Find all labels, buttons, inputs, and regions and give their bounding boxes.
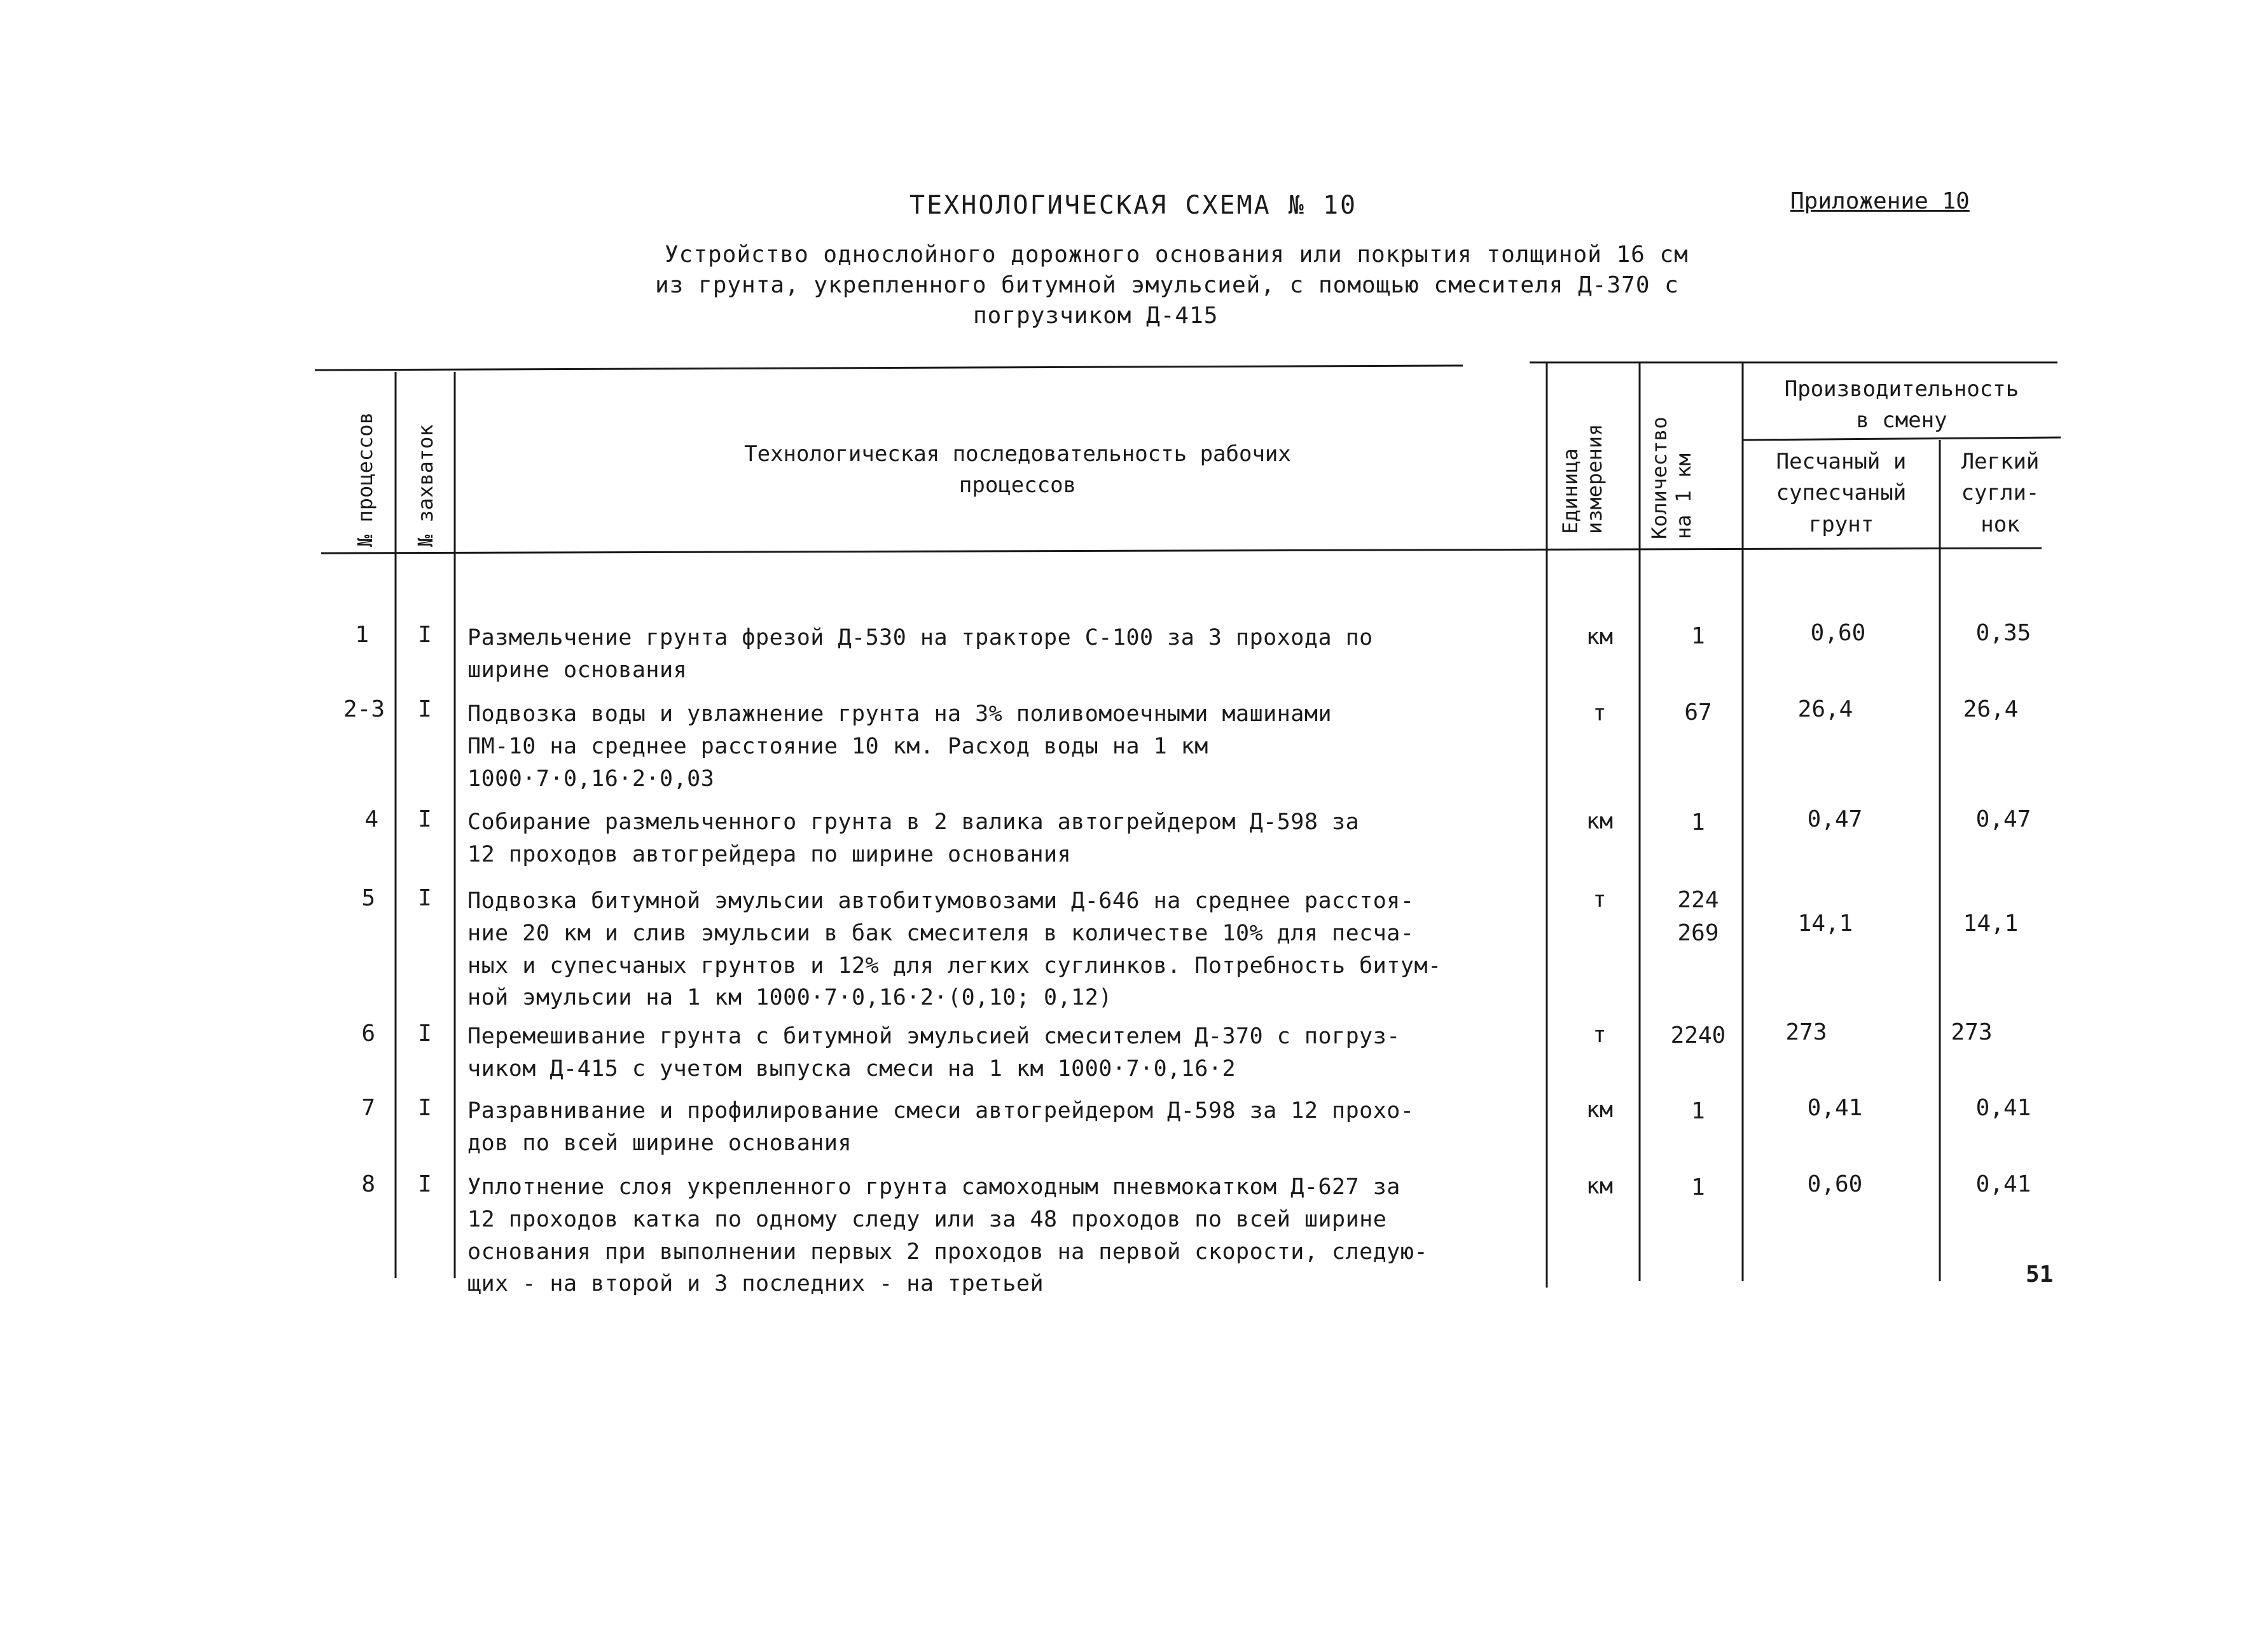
quantity-cell: 1 bbox=[1691, 809, 1705, 835]
header-unit: Единица измерения bbox=[1558, 423, 1607, 534]
header-process-no: № процессов bbox=[353, 412, 377, 547]
quantity-cell: 1 bbox=[1691, 623, 1705, 649]
loam-productivity: 26,4 bbox=[1963, 696, 2019, 722]
unit-cell: т bbox=[1593, 701, 1607, 726]
process-description: Разравнивание и профилирование смеси автогрейдером Д-598 за 12 прохо- дов по всей ширине основания bbox=[467, 1098, 1414, 1156]
unit-cell: км bbox=[1586, 1097, 1614, 1123]
shift-number: I bbox=[418, 622, 432, 648]
sandy-productivity: 273 bbox=[1785, 1019, 1827, 1045]
header-quantity: Количество на 1 км bbox=[1647, 416, 1696, 539]
shift-number: I bbox=[418, 1021, 432, 1047]
header-light-loam: Легкий сугли- нок bbox=[1961, 449, 2040, 537]
header-productivity: Производительность в смену bbox=[1784, 376, 2019, 434]
unit-cell: т bbox=[1593, 887, 1607, 912]
shift-number: I bbox=[418, 696, 432, 722]
subtitle-line: из грунта, укрепленного битумной эмульсией, с помощью смесителя Д-370 с bbox=[655, 272, 1679, 298]
page-title: ТЕХНОЛОГИЧЕСКАЯ СХЕМА № 10 bbox=[909, 191, 1358, 220]
loam-productivity: 0,41 bbox=[1975, 1095, 2031, 1121]
process-number: 5 bbox=[361, 885, 375, 911]
sandy-productivity: 26,4 bbox=[1797, 696, 1853, 722]
unit-cell: км bbox=[1586, 1174, 1614, 1199]
shift-number: I bbox=[418, 1171, 432, 1197]
shift-number: I bbox=[418, 885, 432, 911]
sandy-productivity: 0,47 bbox=[1807, 806, 1863, 832]
header-sequence: Технологическая последовательность рабочих процессов bbox=[744, 441, 1291, 498]
sandy-productivity: 0,60 bbox=[1810, 620, 1866, 646]
loam-productivity: 0,41 bbox=[1975, 1171, 2031, 1197]
process-number: 2-3 bbox=[343, 696, 385, 722]
unit-cell: км bbox=[1586, 809, 1614, 834]
process-number: 4 bbox=[364, 806, 378, 832]
quantity-cell: 224 269 bbox=[1677, 887, 1719, 947]
quantity-cell: 1 bbox=[1691, 1098, 1705, 1124]
loam-productivity: 0,47 bbox=[1975, 806, 2031, 832]
quantity-cell: 2240 bbox=[1670, 1022, 1726, 1048]
shift-number: I bbox=[418, 806, 432, 832]
subtitle-line: Устройство однослойного дорожного основания или покрытия толщиной 16 см bbox=[665, 242, 1689, 268]
process-description: Размельчение грунта фрезой Д-530 на тракторе С-100 за 3 прохода по ширине основания bbox=[467, 625, 1373, 683]
page-number: 51 bbox=[2026, 1261, 2054, 1288]
process-description: Перемешивание грунта с битумной эмульсией смесителем Д-370 с погруз- чиком Д-415 с учетом выпуска смеси на 1 км 1000·7·0,16·2 bbox=[467, 1024, 1400, 1082]
unit-cell: км bbox=[1586, 624, 1614, 650]
sandy-productivity: 0,60 bbox=[1807, 1171, 1863, 1197]
process-number: 8 bbox=[361, 1171, 375, 1197]
sandy-productivity: 14,1 bbox=[1797, 911, 1853, 937]
subtitle-line: погрузчиком Д-415 bbox=[973, 303, 1219, 329]
process-description: Уплотнение слоя укрепленного грунта самоходным пневмокатком Д-627 за 12 проходов катка по одному следу или за 48 проходов по всей ширине основания при выполнении первых 2 проходов на первой скорости, следую- щих - на второй и 3 последних - на третьей bbox=[467, 1174, 1428, 1297]
process-description: Подвозка битумной эмульсии автобитумовозами Д-646 на среднее расстоя- ние 20 км и слив эмульсии в бак смесителя в количестве 10% для песча- ных и супесчаных грунтов и 12% для легких суглинков. Потребность битум- ной эмульсии на 1 км 1000·7·0,16·2·(0,10; 0,12) bbox=[467, 888, 1442, 1011]
process-description: Подвозка воды и увлажнение грунта на 3% поливомоечными машинами ПМ-10 на среднее расстояние 10 км. Расход воды на 1 км 1000·7·0,16·2·0,03 bbox=[467, 701, 1332, 792]
process-number: 6 bbox=[361, 1021, 375, 1047]
sandy-productivity: 0,41 bbox=[1807, 1095, 1863, 1121]
loam-productivity: 273 bbox=[1951, 1019, 1993, 1045]
header-shift-no: № захваток bbox=[413, 424, 438, 547]
loam-productivity: 0,35 bbox=[1975, 620, 2031, 646]
appendix-label: Приложение 10 bbox=[1790, 188, 1970, 214]
quantity-cell: 67 bbox=[1684, 699, 1712, 725]
quantity-cell: 1 bbox=[1691, 1174, 1705, 1200]
shift-number: I bbox=[418, 1095, 432, 1121]
unit-cell: т bbox=[1593, 1022, 1607, 1048]
process-number: 1 bbox=[355, 622, 369, 648]
process-number: 7 bbox=[361, 1095, 375, 1121]
process-description: Собирание размельченного грунта в 2 валика автогрейдером Д-598 за 12 проходов автогрейдера по ширине основания bbox=[467, 809, 1360, 867]
header-sandy-soil: Песчаный и супесчаный грунт bbox=[1776, 449, 1907, 537]
loam-productivity: 14,1 bbox=[1963, 911, 2019, 937]
